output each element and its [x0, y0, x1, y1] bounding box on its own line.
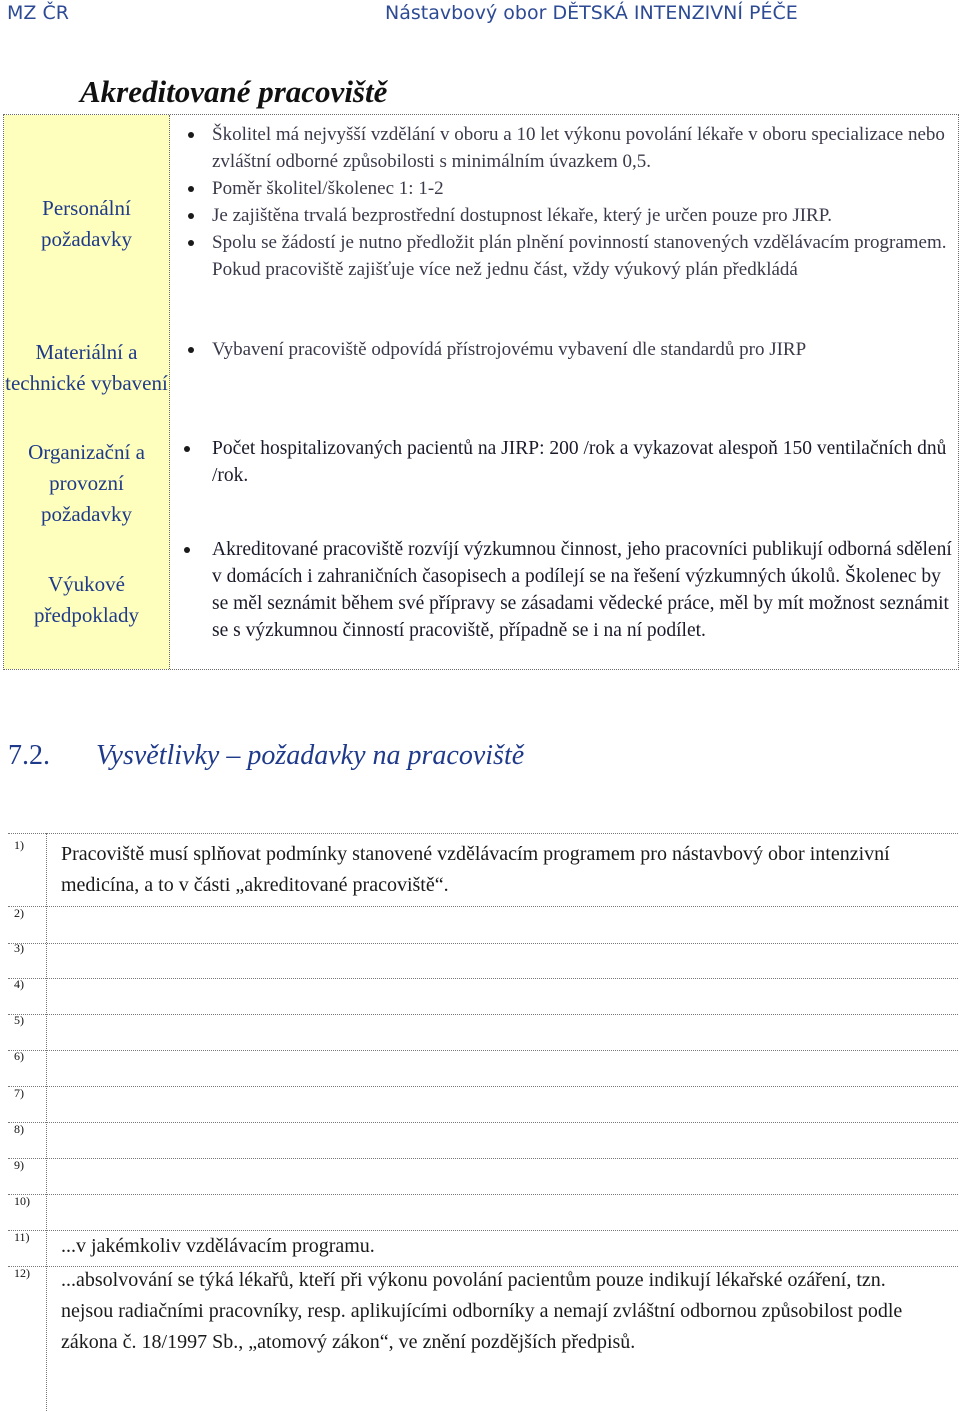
list-item: Spolu se žádostí je nutno předložit plán plnění povinností stanovených vzdělávacím programem. Pokud pracoviště zajišťuje více než jednu část, vždy výukový plán předkládá: [212, 229, 952, 283]
footnote-number: 10): [14, 1194, 30, 1208]
section-number: 7.2.: [8, 740, 50, 771]
list-item: Poměr školitel/školenec 1: 1-2: [212, 175, 952, 202]
footnote-number: 8): [14, 1122, 24, 1136]
label-material: Materiální a technické vybavení: [5, 340, 168, 395]
footnote-number: 1): [14, 838, 24, 852]
bullet-icon: [188, 240, 194, 246]
list-item: Počet hospitalizovaných pacientů na JIRP: 200 /rok a vykazovat alespoň 150 ventilačních dnů /rok.: [212, 435, 952, 489]
requirements-label-column: [4, 115, 170, 669]
footnote-1-text: Pracoviště musí splňovat podmínky stanovené vzdělávacím programem pro nástavbový obor intenzivní medicína, a to v části „akreditované pracoviště“.: [61, 843, 890, 896]
bullet-icon: [188, 347, 194, 353]
bullet-icon: [184, 547, 190, 553]
bullet-icon: [188, 132, 194, 138]
label-personal: Personální požadavky: [41, 196, 132, 251]
section-dash: –: [219, 740, 248, 771]
page-title: Akreditované pracoviště: [80, 74, 388, 109]
organizational-requirements-list: [212, 435, 952, 489]
header-ministry: MZ ČR: [7, 2, 69, 24]
footnote-number: 7): [14, 1086, 24, 1100]
footnotes-table: [8, 833, 958, 1411]
label-organizational: Organizační a provozní požadavky: [28, 440, 145, 526]
footnote-number: 6): [14, 1049, 24, 1063]
footnote-number: 11): [14, 1230, 30, 1244]
bullet-icon: [184, 446, 190, 452]
bullet-icon: [188, 186, 194, 192]
footnote-number: 12): [14, 1266, 30, 1280]
footnote-number: 3): [14, 941, 24, 955]
personal-requirements-list: [212, 121, 952, 283]
footnote-number: 4): [14, 977, 24, 991]
list-item: Vybavení pracoviště odpovídá přístrojovému vybavení dle standardů pro JIRP: [212, 336, 952, 363]
section-heading: [8, 740, 524, 772]
section-title-b: požadavky na pracoviště: [247, 740, 525, 771]
section-title-a: Vysvětlivky: [96, 740, 220, 771]
footnote-number: 2): [14, 906, 24, 920]
footnote-number: 5): [14, 1013, 24, 1027]
bullet-icon: [188, 213, 194, 219]
list-item: Akreditované pracoviště rozvíjí výzkumnou činnost, jeho pracovníci publikují odborná sdělení v domácích i zahraničních časopisech a podílejí se na řešení výzkumných úkolů. Školenec by se měl seznámit během své přípravy se zásadami vědecké práce, měl by mít možnost seznámit se s výzkumnou činností pracoviště, případně se i na ní podílet.: [212, 536, 952, 644]
footnote-11-text: ...v jakémkoliv vzdělávacím programu.: [61, 1235, 375, 1257]
list-item: Je zajištěna trvalá bezprostřední dostupnost lékaře, který je určen pouze pro JIRP.: [212, 202, 952, 229]
material-requirements-list: [212, 336, 952, 363]
page-header: [0, 0, 960, 26]
header-field: Nástavbový obor DĚTSKÁ INTENZIVNÍ PÉČE: [385, 2, 798, 24]
requirements-table: [3, 114, 959, 670]
footnote-number: 9): [14, 1158, 24, 1172]
teaching-requirements-list: [212, 536, 952, 644]
footnote-12-text: ...absolvování se týká lékařů, kteří při výkonu povolání pacientům pouze indikují lékařské ozáření, tzn. nejsou radiačními pracovníky, resp. aplikujícími odborníky a nemají zvláštní odbornou způsobilost podle zákona č. 18/1997 Sb., „atomový zákon“, ve znění pozdějších předpisů.: [61, 1269, 903, 1353]
list-item: Školitel má nejvyšší vzdělání v oboru a 10 let výkonu povolání lékaře v oboru specializace nebo zvláštní odborné způsobilosti s minimálním úvazkem 0,5.: [212, 121, 952, 175]
label-teaching: Výukové předpoklady: [34, 572, 139, 627]
